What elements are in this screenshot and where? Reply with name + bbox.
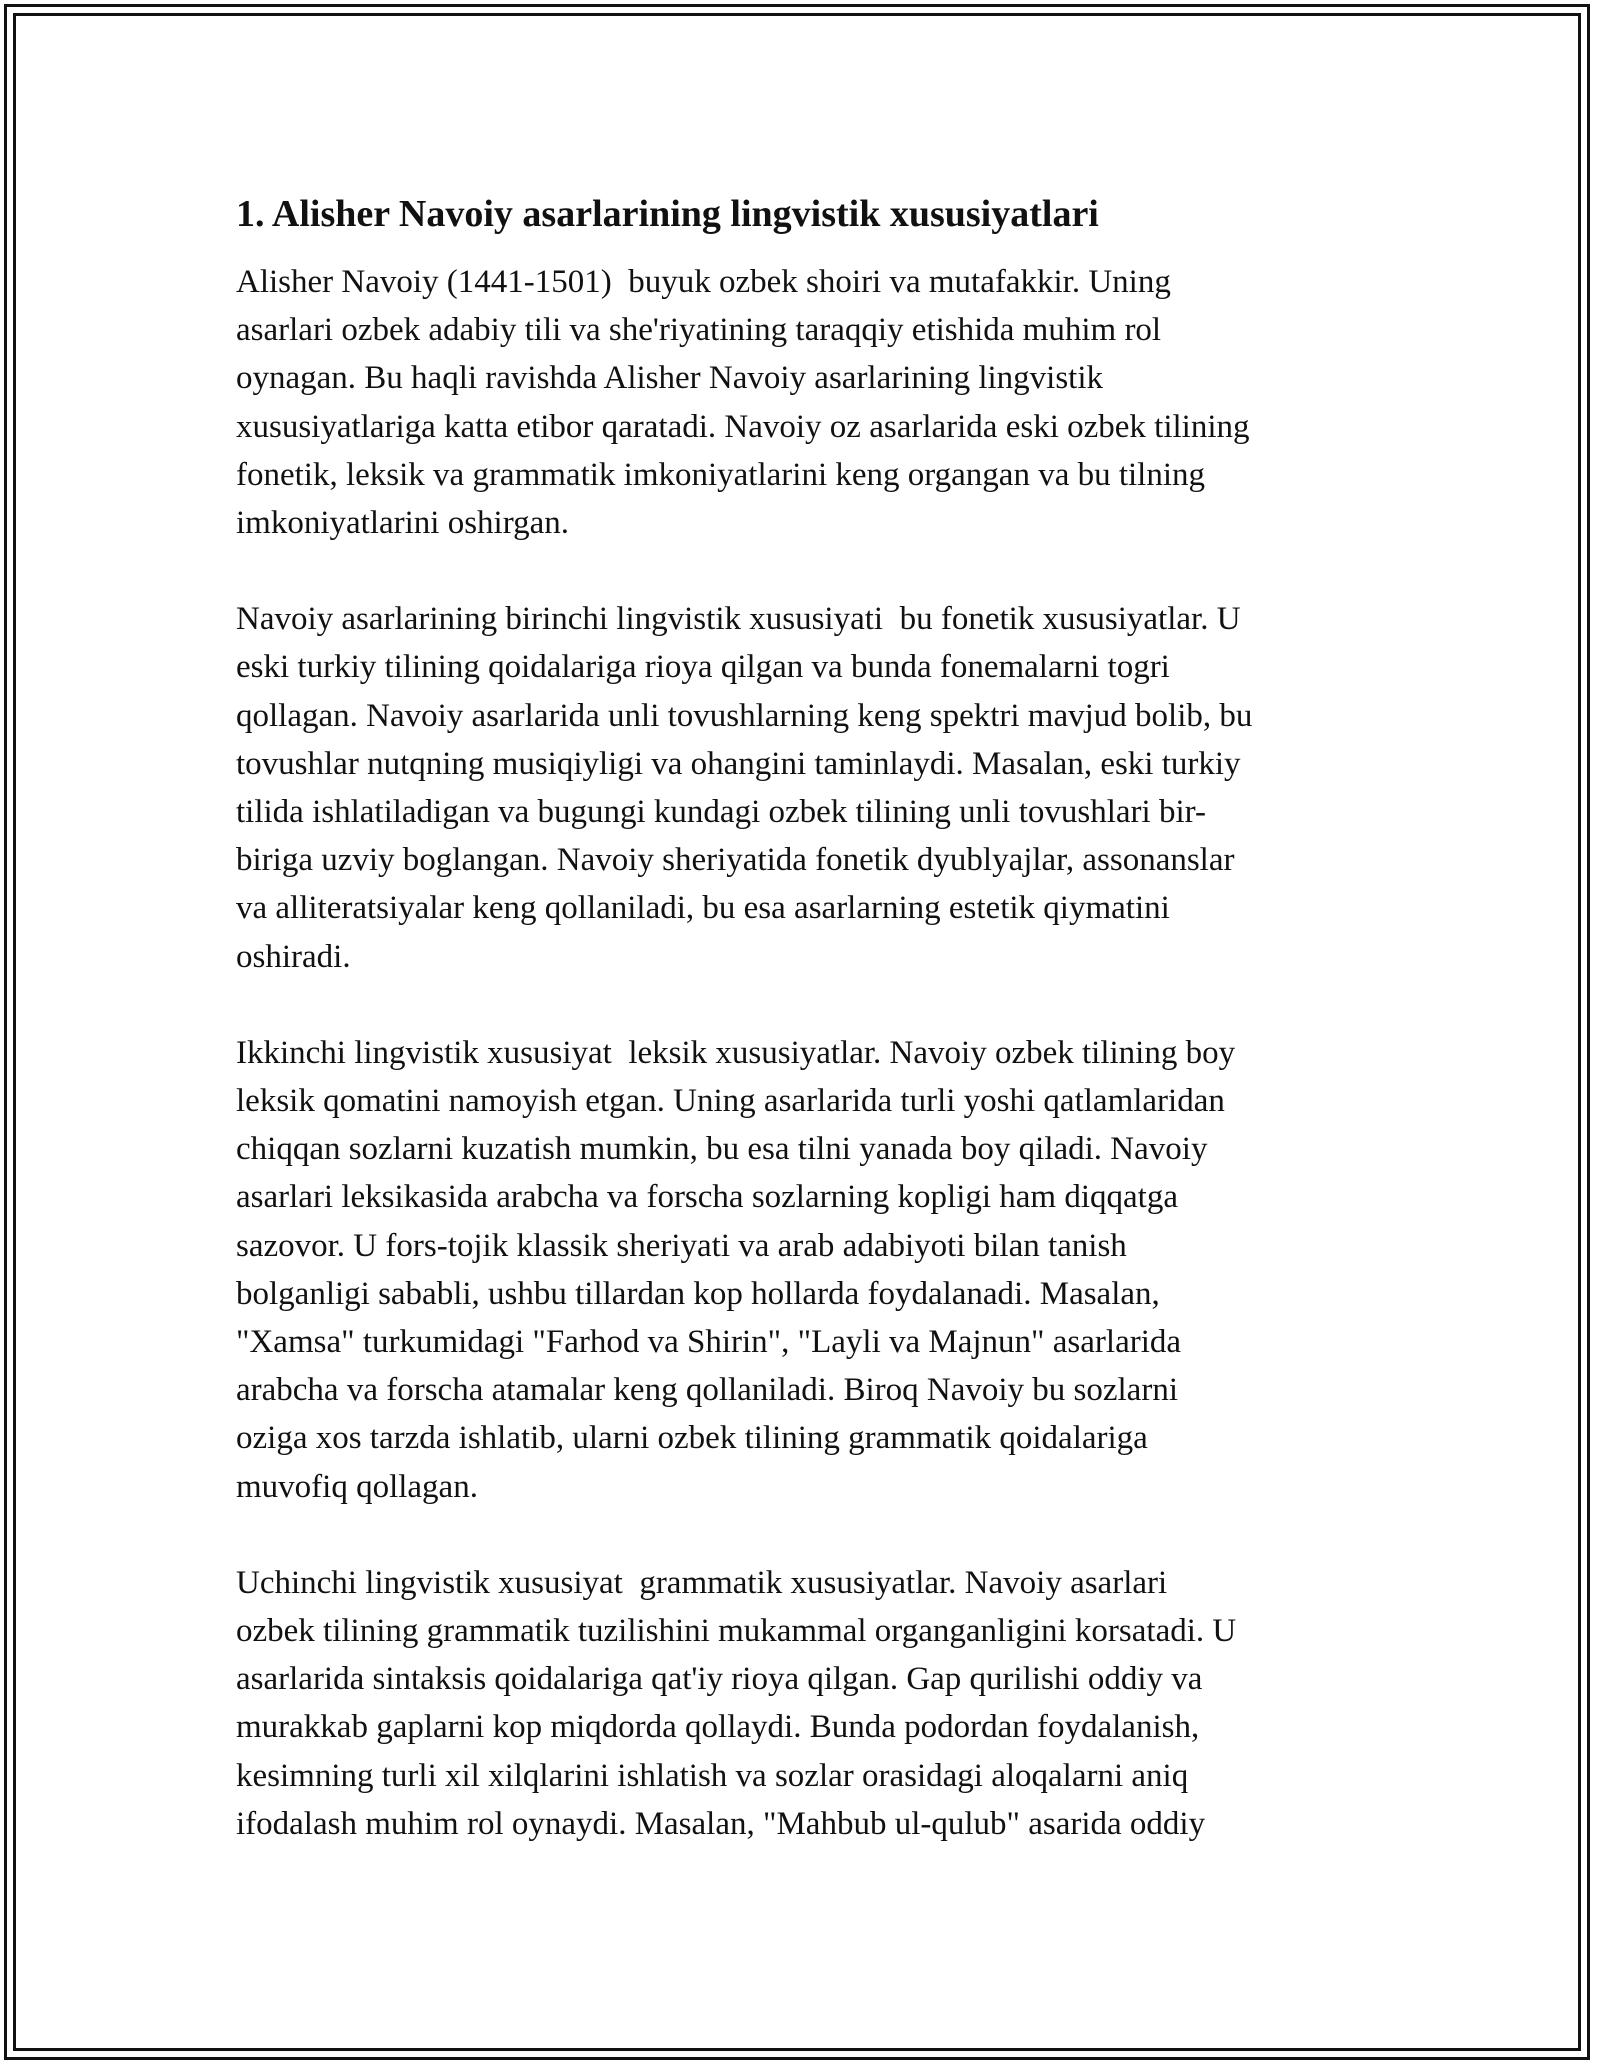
text-line: murakkab gaplarni kop miqdorda qollaydi. Bunda podordan foydalanish, xyxy=(236,1709,1200,1746)
text-line: chiqqan sozlarni kuzatish mumkin, bu esa tilni yanada boy qiladi. Navoiy xyxy=(236,1131,1208,1168)
text-line: ifodalash muhim rol oynaydi. Masalan, "Mahbub ul-qulub" asarida oddiy xyxy=(236,1805,1206,1842)
text-line: asarlari leksikasida arabcha va forscha sozlarning kopligi ham diqqatga xyxy=(236,1179,1178,1216)
document-body xyxy=(236,188,1381,1896)
text-line: eski turkiy tilining qoidalariga rioya qilgan va bunda fonemalarni togri xyxy=(236,649,1170,686)
text-line: "Xamsa" turkumidagi "Farhod va Shirin", "Layli va Majnun" asarlarida xyxy=(236,1324,1182,1361)
text-line: tovushlar nutqning musiqiyligi va ohangini taminlaydi. Masalan, eski turkiy xyxy=(236,745,1241,782)
paragraph-phonetic xyxy=(236,595,1381,981)
text-line: Ikkinchi lingvistik xususiyat leksik xususiyatlar. Navoiy ozbek tilining boy xyxy=(236,1034,1236,1071)
paragraph-intro xyxy=(236,258,1381,547)
text-line: kesimning turli xil xilqlarini ishlatish va sozlar orasidagi aloqalarni aniq xyxy=(236,1757,1189,1794)
text-line: arabcha va forscha atamalar keng qollaniladi. Biroq Navoiy bu sozlarni xyxy=(236,1372,1178,1409)
text-line: imkoniyatlarini oshirgan. xyxy=(236,505,570,542)
text-line: asarlari ozbek adabiy tili va she'riyatining taraqqiy etishida muhim rol xyxy=(236,312,1162,349)
text-line: leksik qomatini namoyish etgan. Uning asarlarida turli yoshi qatlamlaridan xyxy=(236,1083,1225,1120)
text-line: oshiradi. xyxy=(236,938,351,975)
text-line: ozbek tilining grammatik tuzilishini mukammal organganligini korsatadi. U xyxy=(236,1613,1237,1650)
text-line: asarlarida sintaksis qoidalariga qat'iy rioya qilgan. Gap qurilishi oddiy va xyxy=(236,1661,1203,1698)
text-line: xususiyatlariga katta etibor qaratadi. Navoiy oz asarlarida eski ozbek tilining xyxy=(236,408,1250,445)
text-line: muvofiq qollagan. xyxy=(236,1468,478,1505)
paragraph-grammatical xyxy=(236,1559,1381,1848)
text-line: biriga uzviy boglangan. Navoiy sheriyatida fonetik dyublyajlar, assonanslar xyxy=(236,842,1235,879)
text-line: Uchinchi lingvistik xususiyat grammatik xususiyatlar. Navoiy asarlari xyxy=(236,1564,1168,1601)
text-line: oynagan. Bu haqli ravishda Alisher Navoiy asarlarining lingvistik xyxy=(236,360,1104,397)
text-line: qollagan. Navoiy asarlarida unli tovushlarning keng spektri mavjud bolib, bu xyxy=(236,697,1253,734)
text-line: fonetik, leksik va grammatik imkoniyatlarini keng organgan va bu tilning xyxy=(236,456,1206,493)
text-line: sazovor. U fors-tojik klassik sheriyati va arab adabiyoti bilan tanish xyxy=(236,1227,1127,1264)
text-line: Navoiy asarlarining birinchi lingvistik xususiyati bu fonetik xususiyatlar. U xyxy=(236,601,1241,638)
text-line: tilida ishlatiladigan va bugungi kundagi ozbek tilining unli tovushlari bir- xyxy=(236,794,1206,831)
text-line: Alisher Navoiy (1441-1501) buyuk ozbek shoiri va mutafakkir. Uning xyxy=(236,264,1171,300)
text-line: bolganligi sababli, ushbu tillardan kop hollarda foydalanadi. Masalan, xyxy=(236,1275,1160,1312)
text-line: oziga xos tarzda ishlatib, ularni ozbek tilining grammatik qoidalariga xyxy=(236,1420,1148,1457)
document-title: 1. Alisher Navoiy asarlarining lingvistik xususiyatlari xyxy=(236,193,1099,235)
paragraph-lexical xyxy=(236,1029,1381,1511)
text-line: va alliteratsiyalar keng qollaniladi, bu esa asarlarning estetik qiymatini xyxy=(236,890,1170,927)
